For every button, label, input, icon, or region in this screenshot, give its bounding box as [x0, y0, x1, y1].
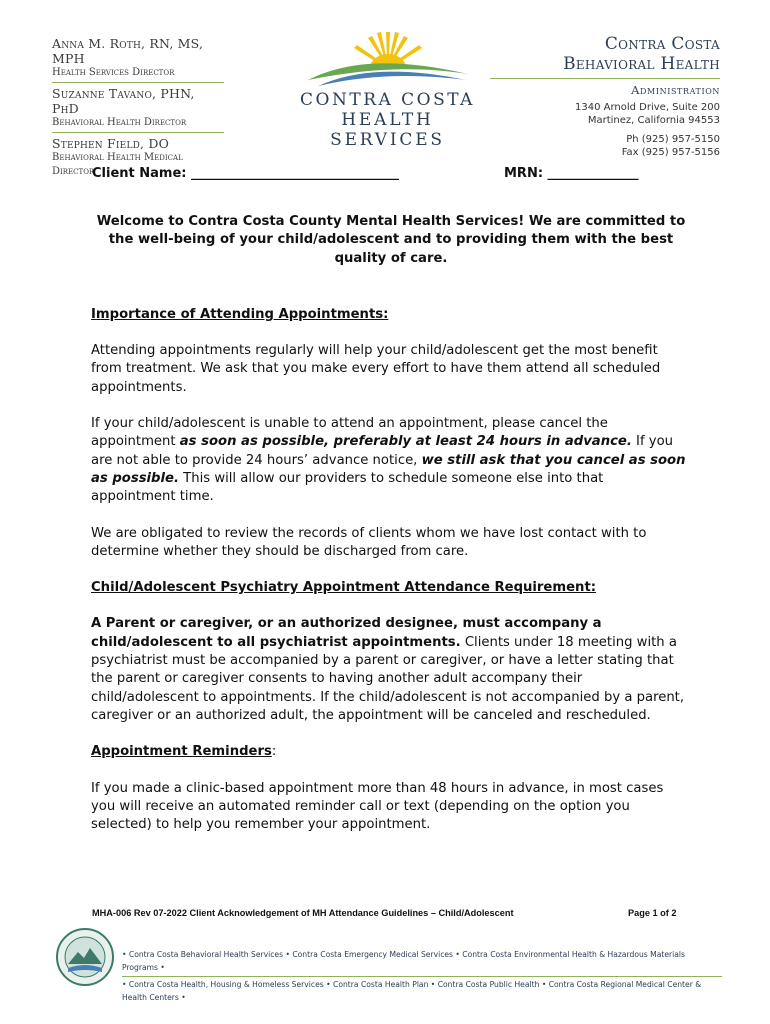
agency-name-line1: Contra Costa	[604, 34, 720, 54]
programs-row-1: • Contra Costa Behavioral Health Services • Contra Costa Emergency Medical Services • Contra Costa Environmental Health & Hazardous Materials Programs •	[122, 948, 722, 977]
client-info-line	[92, 166, 692, 181]
sun-hills-logo-icon	[298, 30, 478, 88]
programs-row-2: • Contra Costa Health, Housing & Homeless Services • Contra Costa Health Plan • Contra Costa Public Health • Contra Costa Regional Medical Center & Health Centers •	[122, 980, 702, 1002]
agency-block	[490, 34, 720, 159]
agency-division: Administration	[631, 83, 720, 97]
section-heading-attendance: Importance of Attending Appointments:	[91, 306, 389, 322]
paragraph-cancel-policy	[91, 415, 691, 506]
county-seal-icon	[56, 928, 114, 986]
staff-title-3: Behavioral Health Medical Director	[52, 152, 183, 177]
section-heading-reminders-wrap	[91, 743, 691, 761]
client-name-field[interactable]: Client Name: ________________________________	[92, 166, 400, 181]
document-body	[91, 213, 691, 834]
programs-list	[122, 948, 722, 1004]
agency-fax: Fax (925) 957-5156	[621, 147, 720, 158]
logo-text-line1: CONTRA COSTA	[300, 90, 475, 110]
form-reference: MHA-006 Rev 07-2022 Client Acknowledgement of MH Attendance Guidelines – Child/Adolescent	[92, 908, 514, 918]
cancel-emphasis-2: we still ask that you cancel as soon as possible.	[91, 452, 686, 486]
accompaniment-rest: Clients under 18 meeting with a psychiatrist must be accompanied by a parent or caregiver, or have a letter stating that the parent or caregiver consents to having another adult accompany their child/adolescent to appointments. If the child/adolescent is not accompanied by a parent, caregiver or an authorized adult, the appointment will be canceled and rescheduled.	[91, 634, 685, 723]
logo-text-line2: HEALTH SERVICES	[330, 110, 445, 150]
staff-name-2: Suzanne Tavano, PHN, PhD	[52, 86, 195, 116]
staff-title-2: Behavioral Health Director	[52, 116, 224, 133]
page-number: Page 1 of 2	[628, 908, 677, 918]
staff-title-1: Health Services Director	[52, 66, 224, 83]
cancel-text-2: If you are not able to provide 24 hours’ advance notice,	[91, 434, 674, 468]
welcome-message: Welcome to Contra Costa County Mental Health Services! We are committed to the well-being of your child/adolescent and to providing them with the best quality of care.	[96, 214, 686, 266]
section-heading-reminders: Appointment Reminders	[91, 744, 272, 760]
agency-address-line2: Martinez, California 94553	[587, 115, 720, 126]
mrn-field[interactable]: MRN: ______________	[504, 166, 639, 181]
cancel-text-3: This will allow our providers to schedule someone else into that appointment time.	[91, 470, 604, 505]
cancel-text-1: If your child/adolescent is unable to attend an appointment, please cancel the appointment	[91, 416, 608, 450]
paragraph-reminders: If you made a clinic-based appointment more than 48 hours in advance, in most cases you will receive an automated reminder call or text (depending on the option you selected) to help you remember your appointment.	[91, 780, 664, 833]
accompaniment-bold: A Parent or caregiver, or an authorized designee, must accompany a child/adolescent to all psychiatrist appointments.	[91, 616, 602, 650]
reminders-colon: :	[271, 744, 277, 760]
staff-block	[52, 36, 224, 184]
health-services-logo	[280, 30, 495, 150]
staff-name-1: Anna M. Roth, RN, MS, MPH	[52, 36, 204, 66]
cancel-emphasis-1: as soon as possible, preferably at least 24 hours in advance.	[179, 434, 632, 450]
staff-name-3: Stephen Field, DO	[52, 136, 170, 151]
section-heading-psychiatry-requirement: Child/Adolescent Psychiatry Appointment Attendance Requirement:	[91, 580, 597, 596]
agency-address-line1: 1340 Arnold Drive, Suite 200	[575, 102, 720, 113]
paragraph-attendance-benefit: Attending appointments regularly will help your child/adolescent get the most benefit from treatment. We ask that you make every effort to have them attend all scheduled appointments.	[91, 343, 661, 395]
paragraph-records-review: We are obligated to review the records of clients whom we have lost contact with to determine whether they should be discharged from care.	[91, 525, 647, 559]
paragraph-accompaniment	[91, 615, 691, 725]
agency-name-line2: Behavioral Health	[490, 54, 720, 79]
agency-phone: Ph (925) 957-5150	[626, 134, 720, 145]
